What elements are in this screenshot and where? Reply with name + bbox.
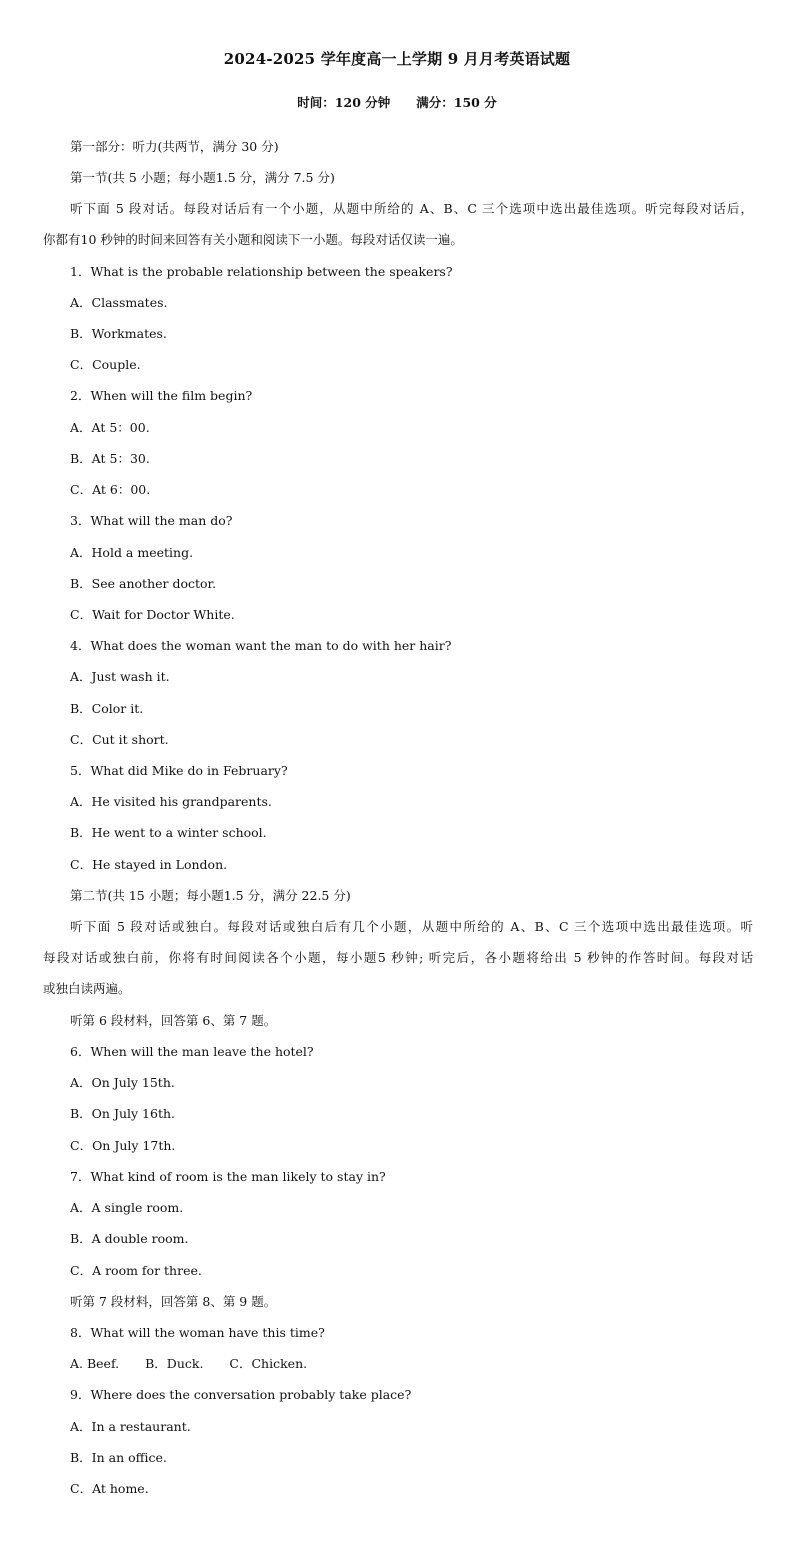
score-label: 满分：150 分 [416,95,497,110]
question-8-option-c: C．Chicken. [229,1356,308,1371]
question-4-option-c: C．Cut it short. [70,732,169,747]
time-label: 时间：120 分钟 [297,95,391,110]
question-1-stem: 1．What is the probable relationship between the speakers? [70,264,453,279]
question-4-option-a: A．Just wash it. [70,669,170,684]
question-9-option-b: B．In an office. [70,1450,167,1465]
question-1-option-a: A．Classmates. [70,295,168,310]
question-6-stem: 6．When will the man leave the hotel? [70,1044,314,1059]
question-6-option-a: A．On July 15th. [70,1075,175,1090]
section2-instructions-line3: 或独白读两遍。 [43,981,131,996]
question-7-stem: 7．What kind of room is the man likely to stay in? [70,1169,386,1184]
section2-instructions-line1: 听下面 5 段对话或独白。每段对话或独白后有几个小题，从题中所给的 A、B、C 三个选项中选出最佳选项。听 [70,919,753,934]
question-6-option-b: B．On July 16th. [70,1106,176,1121]
section2-instructions-line2: 每段对话或独白前，你将有时间阅读各个小题，每小题5 秒钟; 听完后，各小题将给出 5 秒钟的作答时间。每段对话 [43,950,753,965]
question-5-option-c: C．He stayed in London. [70,857,228,872]
question-7-option-c: C．A room for three. [70,1263,202,1278]
question-8-options [70,1356,307,1372]
section1-instructions-line2: 你都有10 秒钟的时间来回答有关小题和阅读下一小题。每段对话仅读一遍。 [43,232,463,247]
part1-heading: 第一部分：听力(共两节，满分 30 分) [70,139,279,154]
section1-heading: 第一节(共 5 小题；每小题1.5 分，满分 7.5 分) [70,170,335,185]
section2-heading: 第二节(共 15 小题；每小题1.5 分，满分 22.5 分) [70,888,351,903]
question-7-option-a: A．A single room. [70,1200,184,1215]
question-3-option-c: C．Wait for Doctor White. [70,607,235,622]
question-4-option-b: B．Color it. [70,701,144,716]
question-5-option-b: B．He went to a winter school. [70,825,267,840]
question-8-option-b: B．Duck. [145,1356,204,1371]
question-5-stem: 5．What did Mike do in February? [70,763,288,778]
question-8-stem: 8．What will the woman have this time? [70,1325,325,1340]
question-2-option-c: C．At 6：00. [70,482,151,497]
question-1-option-b: B．Workmates. [70,326,167,341]
question-5-option-a: A．He visited his grandparents. [70,794,272,809]
question-3-option-a: A．Hold a meeting. [70,545,194,560]
question-9-option-a: A．In a restaurant. [70,1419,191,1434]
question-2-stem: 2．When will the film begin? [70,388,253,403]
question-1-option-c: C．Couple. [70,357,141,372]
question-9-option-c: C．At home. [70,1481,149,1496]
exam-meta [0,93,794,111]
question-7-option-b: B．A double room. [70,1231,189,1246]
question-3-stem: 3．What will the man do? [70,513,233,528]
question-2-option-b: B．At 5：30. [70,451,150,466]
question-4-stem: 4．What does the woman want the man to do with her hair? [70,638,452,653]
material-7-note: 听第 7 段材料，回答第 8、第 9 题。 [70,1294,277,1309]
question-9-stem: 9．Where does the conversation probably take place? [70,1387,412,1402]
question-6-option-c: C．On July 17th. [70,1138,176,1153]
exam-title: 2024-2025 学年度高一上学期 9 月月考英语试题 [223,50,571,68]
question-2-option-a: A．At 5：00. [70,420,150,435]
question-8-option-a: A. Beef. [70,1356,120,1371]
question-3-option-b: B．See another doctor. [70,576,217,591]
material-6-note: 听第 6 段材料，回答第 6、第 7 题。 [70,1013,277,1028]
section1-instructions-line1: 听下面 5 段对话。每段对话后有一个小题，从题中所给的 A、B、C 三个选项中选出最佳选项。听完每段对话后， [70,201,753,216]
